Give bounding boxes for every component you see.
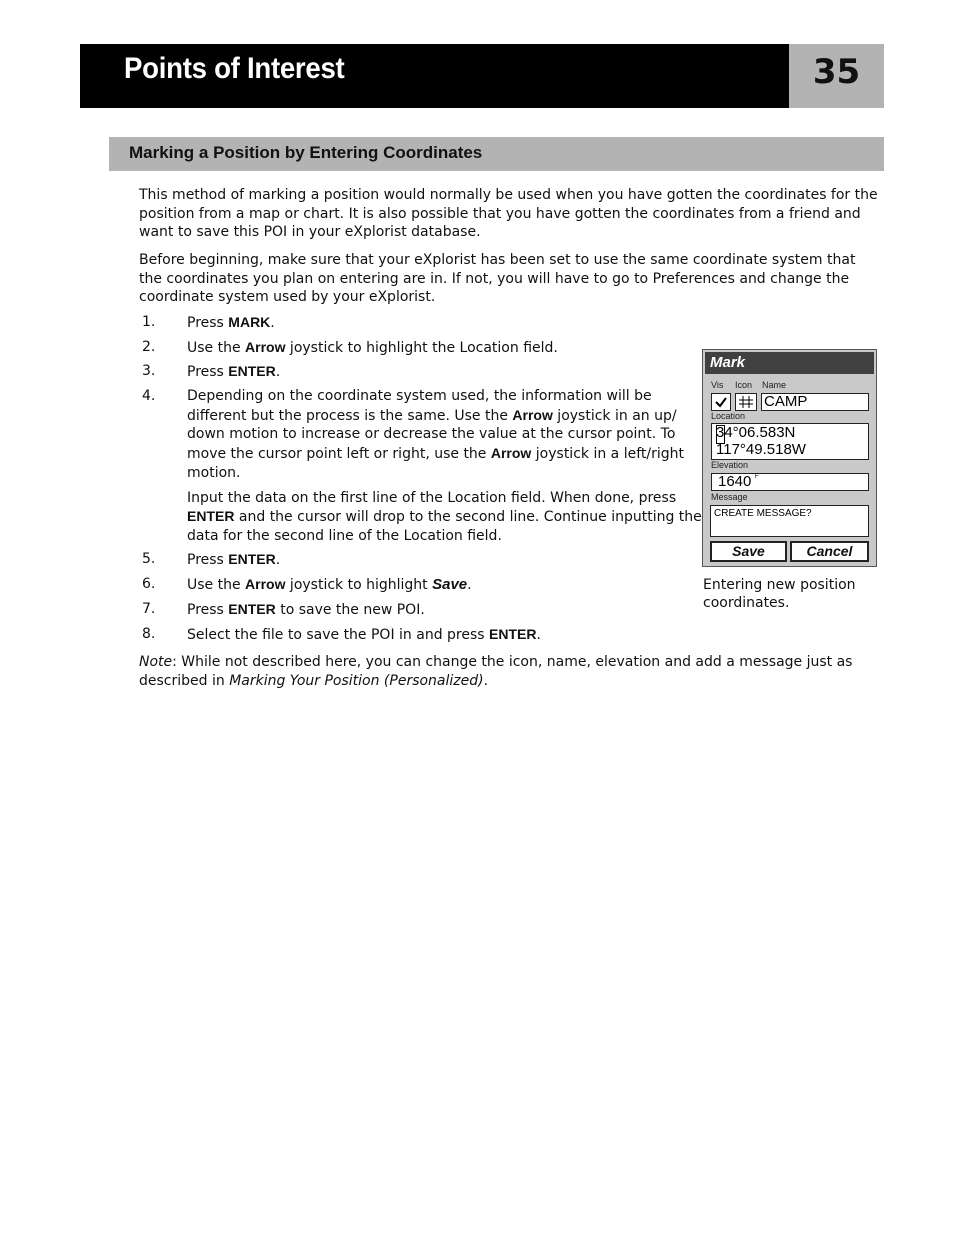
elevation-label: Elevation xyxy=(711,460,749,470)
step-number: 7. xyxy=(142,601,156,617)
chapter-header xyxy=(80,44,789,108)
intro-paragraph-2: Before beginning, make sure that your eXplorist has been set to use the same coordinate system that the coordinates you plan on entering are in. If not, you will have to go to Preferences and change the coordinate system used by your eXplorist. xyxy=(139,252,856,306)
device-title: Mark xyxy=(710,354,746,371)
step-number: 1. xyxy=(142,314,156,330)
step-3: Press ENTER. xyxy=(187,363,281,380)
location-field[interactable] xyxy=(711,423,869,460)
step-7: Press ENTER to save the new POI. xyxy=(187,601,425,618)
device-title-bar xyxy=(705,352,874,374)
message-label: Message xyxy=(711,492,748,502)
step-8: Select the file to save the POI in and press ENTER. xyxy=(187,626,541,643)
step-2: Use the Arrow joystick to highlight the Location field. xyxy=(187,339,558,356)
step-number: 6. xyxy=(142,576,156,592)
poi-icon-selector[interactable] xyxy=(735,393,757,411)
cancel-button[interactable]: Cancel xyxy=(790,541,869,562)
figure-caption: Entering new position coordinates. xyxy=(703,577,856,611)
page-number-box xyxy=(789,44,884,108)
checkmark-icon xyxy=(712,394,730,410)
intro-paragraph-1: This method of marking a position would normally be used when you have gotten the coordinates for the position from a map or chart. It is also possible that you have gotten the coordinates from a friend and want to save this POI in your eXplorist database. xyxy=(139,187,878,241)
step-6: Use the Arrow joystick to highlight Save. xyxy=(187,576,472,593)
step-5: Press ENTER. xyxy=(187,551,281,568)
elevation-unit: F xyxy=(755,474,759,480)
step-number: 8. xyxy=(142,626,156,642)
vis-label: Vis xyxy=(711,380,724,390)
device-screenshot xyxy=(702,349,877,567)
longitude-value: 117°49.518W xyxy=(716,441,806,458)
step-number: 3. xyxy=(142,363,156,379)
save-button[interactable]: Save xyxy=(710,541,787,562)
name-field[interactable]: CAMP xyxy=(761,393,869,411)
section-header xyxy=(109,137,884,171)
step-4: Depending on the coordinate system used, the information will be different but the process is the same. Use the Arrow joystick in an up/ down motion to increase or decrease the value at the cursor point. To move the cursor point left or right, use the Arrow joystick in a left/right motion. Input the data on the first line of the Location field. When done, press ENTER and the cursor will drop to the second line. Continue inputting the data for the second line of the Location field. xyxy=(187,388,702,544)
note-paragraph: Note: While not described here, you can change the icon, name, elevation and add a message just as described in Marking Your Position (Personalized). xyxy=(139,654,853,689)
latitude-value: 34°06.583N xyxy=(716,424,796,441)
visible-checkbox[interactable] xyxy=(711,393,731,411)
chapter-title: Points of Interest xyxy=(124,52,345,85)
crosshair-icon xyxy=(736,394,756,410)
step-1: Press MARK. xyxy=(187,314,275,331)
icon-label: Icon xyxy=(735,380,753,390)
step-number: 4. xyxy=(142,388,156,404)
message-field[interactable]: CREATE MESSAGE? xyxy=(710,505,869,537)
step-number: 5. xyxy=(142,551,156,567)
page-number: 35 xyxy=(812,52,861,92)
section-title: Marking a Position by Entering Coordinates xyxy=(129,143,483,162)
step-number: 2. xyxy=(142,339,156,355)
elevation-field[interactable]: 1640 F xyxy=(711,473,869,491)
location-label: Location xyxy=(711,411,746,421)
name-label: Name xyxy=(762,380,787,390)
